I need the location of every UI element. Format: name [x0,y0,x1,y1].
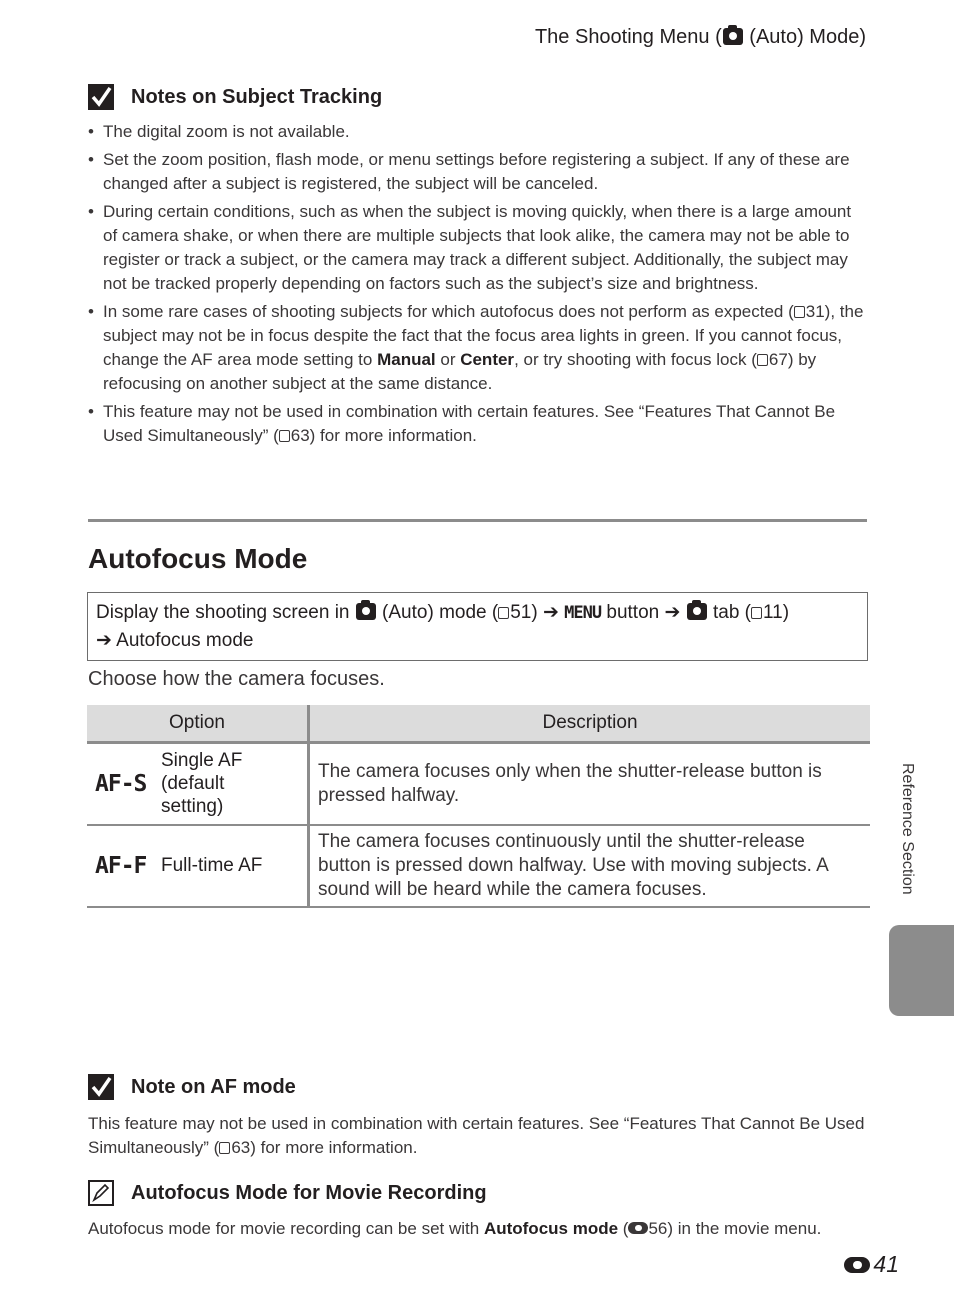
side-tab-label: Reference Section [899,763,916,895]
arrow-right-icon: ➔ [542,602,559,623]
notes-tracking-heading [88,84,382,110]
checkmark-icon [88,84,114,110]
notes-tracking-title: Notes on Subject Tracking [131,85,383,108]
page-number: 41 [844,1251,899,1278]
reference-e-icon [844,1257,870,1273]
option-label: Single AF (default setting) [161,750,243,818]
movie-note-title: Autofocus Mode for Movie Recording [131,1181,487,1204]
list-item: • This feature may not be used in combination with certain features. See “Features That Cannot Be Used Simultaneously” ( 63) for more information. [88,400,868,448]
section-divider [88,519,867,522]
af-s-icon: AF-S [95,770,147,797]
movie-note-text: Autofocus mode for movie recording can be set with Autofocus mode ( 56) in the movie menu. [88,1219,822,1238]
table-row [87,743,870,825]
page-ref-icon [757,354,768,366]
page-ref-icon [794,306,805,318]
camera-icon [723,28,743,45]
header-title-pre: The Shooting Menu ( [534,26,722,48]
running-header [535,26,866,49]
note-af-text: This feature may not be used in combination with certain features. See “Features That Cannot Be Used Simultaneously” ( 63) for more information. [88,1114,865,1157]
option-cell [87,825,309,907]
header-description: Description [309,705,871,743]
section-title: Autofocus Mode [88,543,308,574]
option-cell [87,743,309,825]
table-row [87,825,870,907]
menu-path-box: Display the shooting screen in (Auto) mode ( 51) ➔ MENU button ➔ tab ( 11) ➔ Autofocus mode [87,592,868,661]
list-item: • Set the zoom position, flash mode, or menu settings before registering a subject. If any of these are changed after a subject is registered, the subject will be canceled. [88,148,868,196]
camera-icon [356,603,376,620]
pencil-icon [88,1180,114,1206]
list-item: • During certain conditions, such as when the subject is moving quickly, when there is a large amount of camera shake, or when there are multiple subjects that look alike, the camera may not be able to register or track a subject, or the camera may track a different subject. Additionally, the subject may not be tracked properly depending on factors such as the subject’s size and brightness. [88,200,868,296]
movie-note-heading [88,1180,487,1206]
side-tab [889,925,954,1016]
page-ref-icon [279,430,290,442]
header-title-post: (Auto) Mode) [743,26,866,48]
list-item: • In some rare cases of shooting subjects for which autofocus does not perform as expected ( 31), the subject may not be in focus despite the fact that the focus area lights in green. If you cannot focus, change the AF area mode setting to Manual or Center, or try shooting with focus lock ( 67) by refocusing on another subject at the same distance. [88,300,868,396]
arrow-right-icon: ➔ [96,630,112,651]
notes-tracking-list [88,120,868,452]
menu-button-icon: MENU [564,603,602,623]
list-item: • The digital zoom is not available. [88,120,868,144]
camera-icon [687,603,707,620]
page-ref-icon [498,607,509,619]
options-table [87,705,870,908]
reference-e-icon [628,1222,648,1234]
af-f-icon: AF-F [95,852,147,879]
arrow-right-icon: ➔ [664,602,681,623]
checkmark-icon [88,1074,114,1100]
section-intro: Choose how the camera focuses. [88,668,385,690]
table-header-row [87,705,870,743]
description-cell: The camera focuses only when the shutter-release button is pressed halfway. [309,743,871,825]
option-label: Full-time AF [161,855,263,876]
note-af-title: Note on AF mode [131,1075,296,1098]
header-option: Option [87,705,309,743]
page-ref-icon [751,607,762,619]
page-ref-icon [219,1142,230,1154]
note-af-heading [88,1074,296,1100]
description-cell: The camera focuses continuously until the shutter-release button is pressed down halfway. Use with moving subjects. A sound will be heard while the camera focuses. [309,825,871,907]
